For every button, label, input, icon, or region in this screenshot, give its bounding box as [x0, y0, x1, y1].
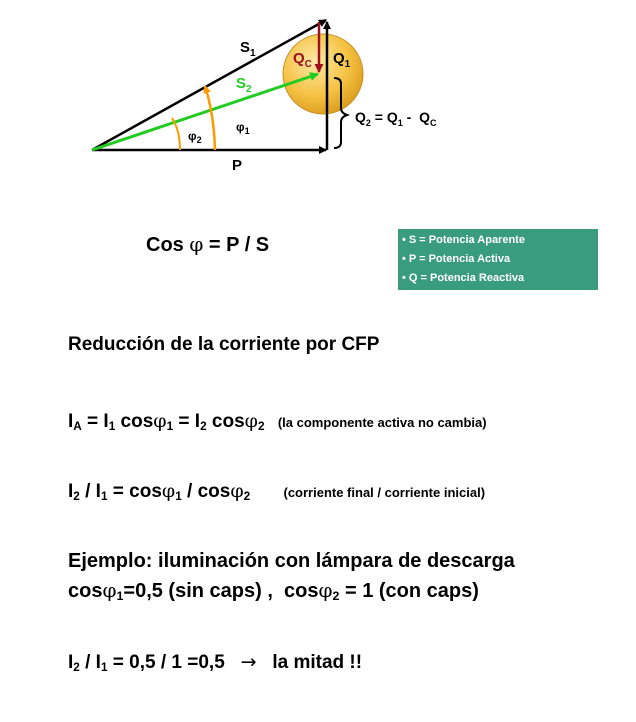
equation-current-ratio: $I_2 / I_1 = \cos\varphi_1 / \cos\varphi_2$ (corriente final / corriente inicial)	[68, 480, 486, 503]
phi2-arc	[205, 86, 215, 150]
q1-label: $Q_1$	[333, 50, 351, 70]
s1-label: $S_1$	[240, 39, 256, 59]
section-heading: Reducción de la corriente por CFP	[68, 334, 380, 355]
qc-label: $Q_C$	[293, 50, 312, 70]
phi-symbol: φ	[318, 578, 333, 602]
example-line-2: cosφ$_1$=0,5 (sin caps) , cosφ$_2$ = 1 (con caps)	[68, 578, 479, 604]
equation-note: (la componente activa no cambia)	[277, 415, 487, 430]
phi-symbol: φ	[102, 578, 117, 602]
legend-item: • Q = Potencia Reactiva	[402, 272, 525, 284]
legend-box	[398, 229, 598, 290]
phi-symbol: φ	[161, 480, 176, 502]
result-line: $I_2 / I_1 = 0,5 / 1 =0,5$ → la mitad !!	[68, 651, 363, 674]
example-line-1: Ejemplo: iluminación con lámpara de descarga	[68, 550, 515, 572]
phi-symbol: φ	[153, 410, 167, 432]
power-triangle-diagram	[0, 0, 636, 200]
legend-item: • P = Potencia Activa	[402, 253, 511, 265]
s2-vector	[92, 74, 318, 150]
arrow-icon: →	[240, 651, 257, 673]
phi1-label: $\varphi_1$	[236, 120, 250, 136]
phi-symbol: φ	[244, 410, 258, 432]
phi-symbol: φ	[189, 232, 204, 256]
cos-formula	[146, 232, 269, 257]
reactive-circle	[283, 34, 363, 114]
cos-formula-a: Cos	[146, 234, 190, 256]
equation-note: (corriente final / corriente inicial)	[283, 485, 486, 500]
cos-formula-b: = P / S	[203, 234, 270, 256]
legend-item: • S = Potencia Aparente	[402, 234, 525, 246]
equation-active-current: $I_A = I_1$ $\cos\varphi_1 = I_2$ cosφ$_2$ (la componente activa no cambia)	[68, 410, 487, 433]
s2-label: $S_2$	[236, 75, 252, 95]
p-label: P	[232, 157, 243, 174]
phi-symbol: φ	[230, 480, 244, 502]
q2-formula: $Q_2 = Q_1 - Q_C$	[355, 109, 437, 128]
phi2-label: $\varphi_2$	[188, 129, 202, 145]
